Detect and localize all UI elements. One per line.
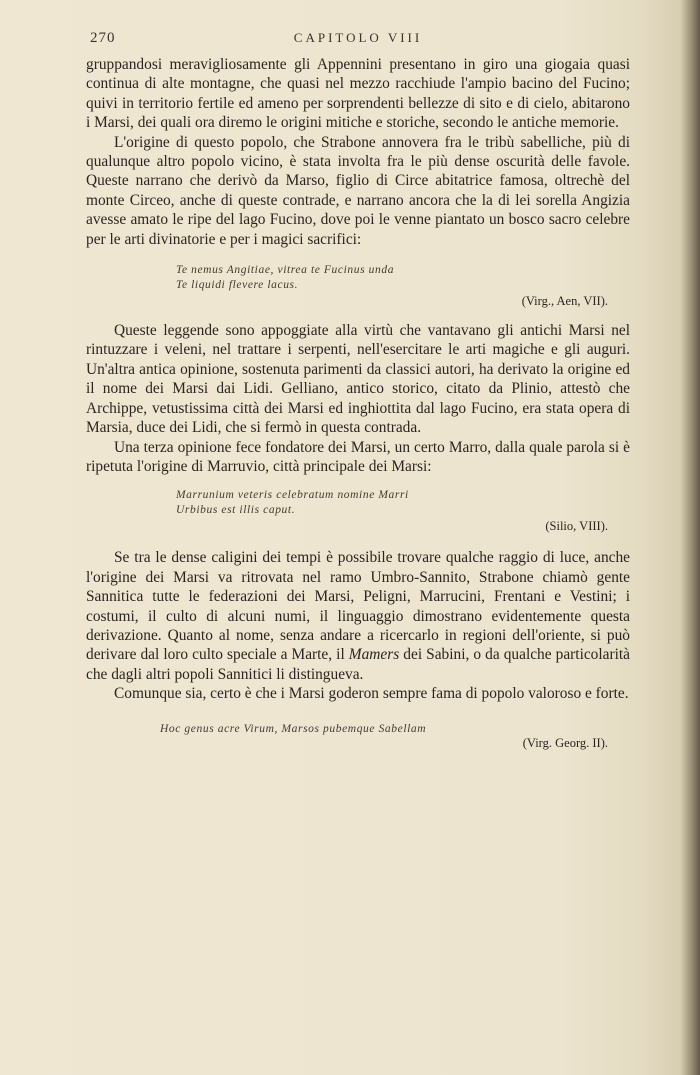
paragraph-4: Una terza opinione fece fondatore dei Marsi, un certo Marro, dalla quale parola si è ripetuta l'origine di Marruvio, città principale dei Marsi:	[86, 438, 630, 475]
paragraph-3: Queste leggende sono appoggiate alla virtù che vantavano gli antichi Marsi nel rintuzzare i veleni, nel trattare i serpenti, nell'esercitare le arti magiche e gli auguri. Un'altra antica opinione, sostenuta parimenti da classici autori, ha derivato la origine ed il nome dei Marsi dai Lidi. Gelliano, antico storico, citato da Plinio, attestò che Archippe, vetustissima città dei Marsi ed inghiottita dal lago Fucino, era stata opera di Marsia, duce dei Lidi, che si fermò in questa contrada.	[86, 322, 630, 437]
verse-line: Hoc genus acre Virum, Marsos pubemque Sabellam	[160, 722, 427, 735]
verse-line: Urbibus est illis caput.	[176, 504, 296, 517]
running-header	[86, 30, 630, 52]
citation-3: (Virg. Georg. II).	[522, 735, 608, 750]
paragraph-1: gruppandosi meravigliosamente gli Appennini presentano in giro una giogaia quasi continua di alte montagne, che quasi nel mezzo racchiude l'ampio bacino del Fucino; quivi in territorio fertile ed ameno per sorprendenti bellezze di sito e di cielo, abitarono i Marsi, dei quali ora diremo le origini mitiche e storiche, secondo le antiche memorie.	[86, 56, 630, 132]
verse-quote-2	[176, 488, 630, 518]
verse-quote-1	[176, 263, 630, 293]
verse-line: Te nemus Angitiae, vitrea te Fucinus unda	[176, 264, 395, 277]
verse-line: Te liquidi flevere lacus.	[176, 279, 299, 292]
chapter-title: CAPITOLO VIII	[293, 30, 423, 45]
verse-line: Marrunium veteris celebratum nomine Marri	[176, 489, 409, 502]
citation-2: (Silio, VIII).	[545, 519, 608, 534]
page-content	[86, 30, 630, 751]
emphasis-mamers: Mamers	[348, 646, 400, 664]
paragraph-5	[86, 548, 630, 684]
paragraph-5-text-end: dei Sabini, o da qualche particolarità che dagli altri popoli Sannitici li distingueva.	[86, 646, 630, 683]
body-text	[86, 55, 630, 751]
page-gutter-shadow	[680, 0, 700, 1075]
citation-1: (Virg., Aen, VII).	[521, 294, 608, 309]
page-number: 270	[90, 30, 116, 46]
paragraph-6: Comunque sia, certo è che i Marsi goderon sempre fama di popolo valoroso e forte.	[114, 685, 629, 703]
paragraph-5-text: Se tra le dense caligini dei tempi è possibile trovare qualche raggio di luce, anche l'origine dei Marsi va ritrovata nel ramo Umbro-Sannito, Strabone chiamò gente Sannitica tutte le federazioni dei Marsi, Peligni, Marrucini, Frentani e Vestini; i costumi, il culto di alcuni numi, il linguaggio dimostrano evidentemente questa derivazione. Quanto al nome, senza andare a ricercarlo in regioni dell'oriente, si può derivare dal loro culto speciale a Marte, il	[86, 549, 630, 664]
paragraph-2: L'origine di questo popolo, che Strabone annovera fra le tribù sabelliche, più di qualunque altro popolo vicino, è stata involta fra le più dense oscurità delle favole. Queste narrano che derivò da Marso, figlio di Circe abitatrice famosa, oltrechè del monte Circeo, anche di queste contrade, e narrano ancora che la di lei sorella Angizia avesse amato le ripe del lago Fucino, dove poi le venne piantato un bosco sacro celebre per le arti divinatorie e per i magici sacrifici:	[86, 133, 630, 248]
